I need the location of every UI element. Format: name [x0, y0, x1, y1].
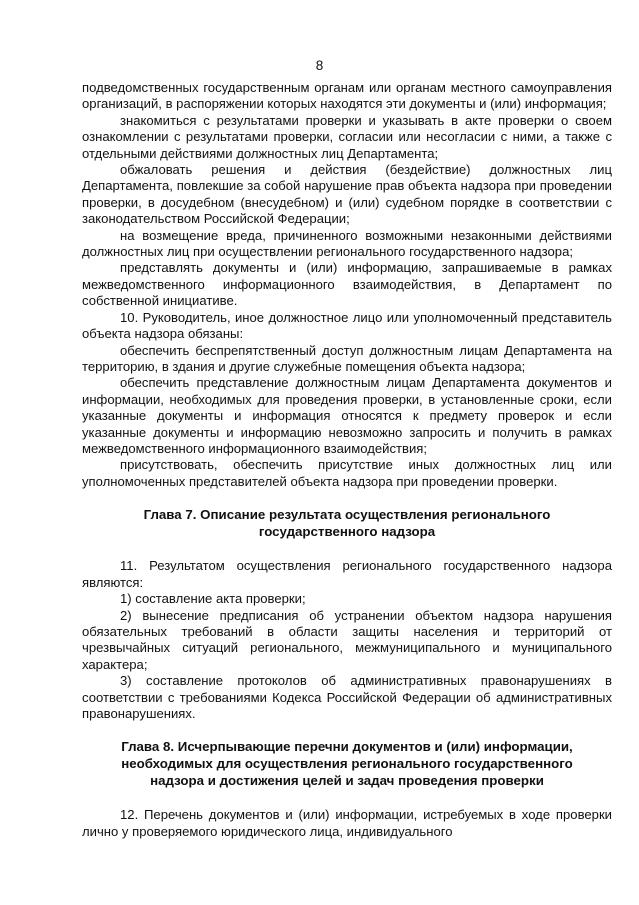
document-body [82, 80, 612, 840]
page-number: 8 [315, 58, 324, 73]
paragraph: представлять документы и (или) информацию, запрашиваемые в рамках межведомственного информационного взаимодействия, в Департамент по собственной инициативе. [82, 260, 612, 309]
paragraph: 10. Руководитель, иное должностное лицо или уполномоченный представитель объекта надзора обязаны: [82, 309, 612, 342]
paragraph: 1) составление акта проверки; [120, 591, 306, 607]
chapter-8-heading-line: Глава 8. Исчерпывающие перечни документов и (или) информации, [121, 739, 573, 755]
paragraph: 11. Результатом осуществления регионального государственного надзора являются: [82, 558, 612, 590]
chapter-8-heading-line: надзора и достижения целей и задач проведения проверки [150, 772, 544, 788]
chapter-8-heading [82, 739, 612, 789]
paragraph: присутствовать, обеспечить присутствие иных должностных лиц или уполномоченных представителей объекта надзора при проведении проверки. [82, 457, 612, 489]
chapter-7-heading [82, 507, 612, 540]
chapter-7-heading-line: Глава 7. Описание результата осуществления регионального [143, 507, 551, 523]
paragraph: на возмещение вреда, причиненного возможными незаконными действиями должностных лиц при осуществлении регионального государственного надзора; [82, 227, 612, 260]
chapter-8-heading-line: необходимых для осуществления регионального государственного [121, 756, 573, 771]
paragraph: обеспечить представление должностным лицам Департамента документов и информации, необходимых для проведения проверки, в установленные сроки, если указанные документы и информация относятся к предмету проверок и если указанные документы и информацию невозможно запросить и получить в рамках межведомственного информационного взаимодействия; [82, 375, 612, 456]
paragraph: знакомиться с результатами проверки и указывать в акте проверки о своем ознакомлении с результатами проверки, согласии или несогласии с ними, а также с отдельными действиями должностных лиц Департамента; [82, 112, 612, 161]
paragraph: обжаловать решения и действия (бездействие) должностных лиц Департамента, повлекшие за собой нарушение прав объекта надзора при проведении проверки, в досудебном (внесудебном) и (или) судебном порядке в соответствии с законодательством Российской Федерации; [82, 162, 612, 227]
paragraph: 3) составление протоколов об административных правонарушениях в соответствии с требованиями Кодекса Российской Федерации об административных правонарушениях. [82, 673, 612, 721]
chapter-7-heading-line: государственного надзора [258, 523, 436, 539]
paragraph: обеспечить беспрепятственный доступ должностным лицам Департамента на территорию, в здания и другие служебные помещения объекта надзора; [82, 342, 612, 374]
paragraph: 12. Перечень документов и (или) информации, истребуемых в ходе проверки лично у проверяемого юридического лица, индивидуального [82, 807, 612, 839]
paragraph: подведомственных государственным органам или органам местного самоуправления организаций, в распоряжении которых находятся эти документы и (или) информация; [82, 80, 612, 112]
paragraph: 2) вынесение предписания об устранении объектом надзора нарушения обязательных требований в области защиты населения и территорий от чрезвычайных ситуаций регионального, межмуниципального и муниципального характера; [82, 607, 612, 672]
